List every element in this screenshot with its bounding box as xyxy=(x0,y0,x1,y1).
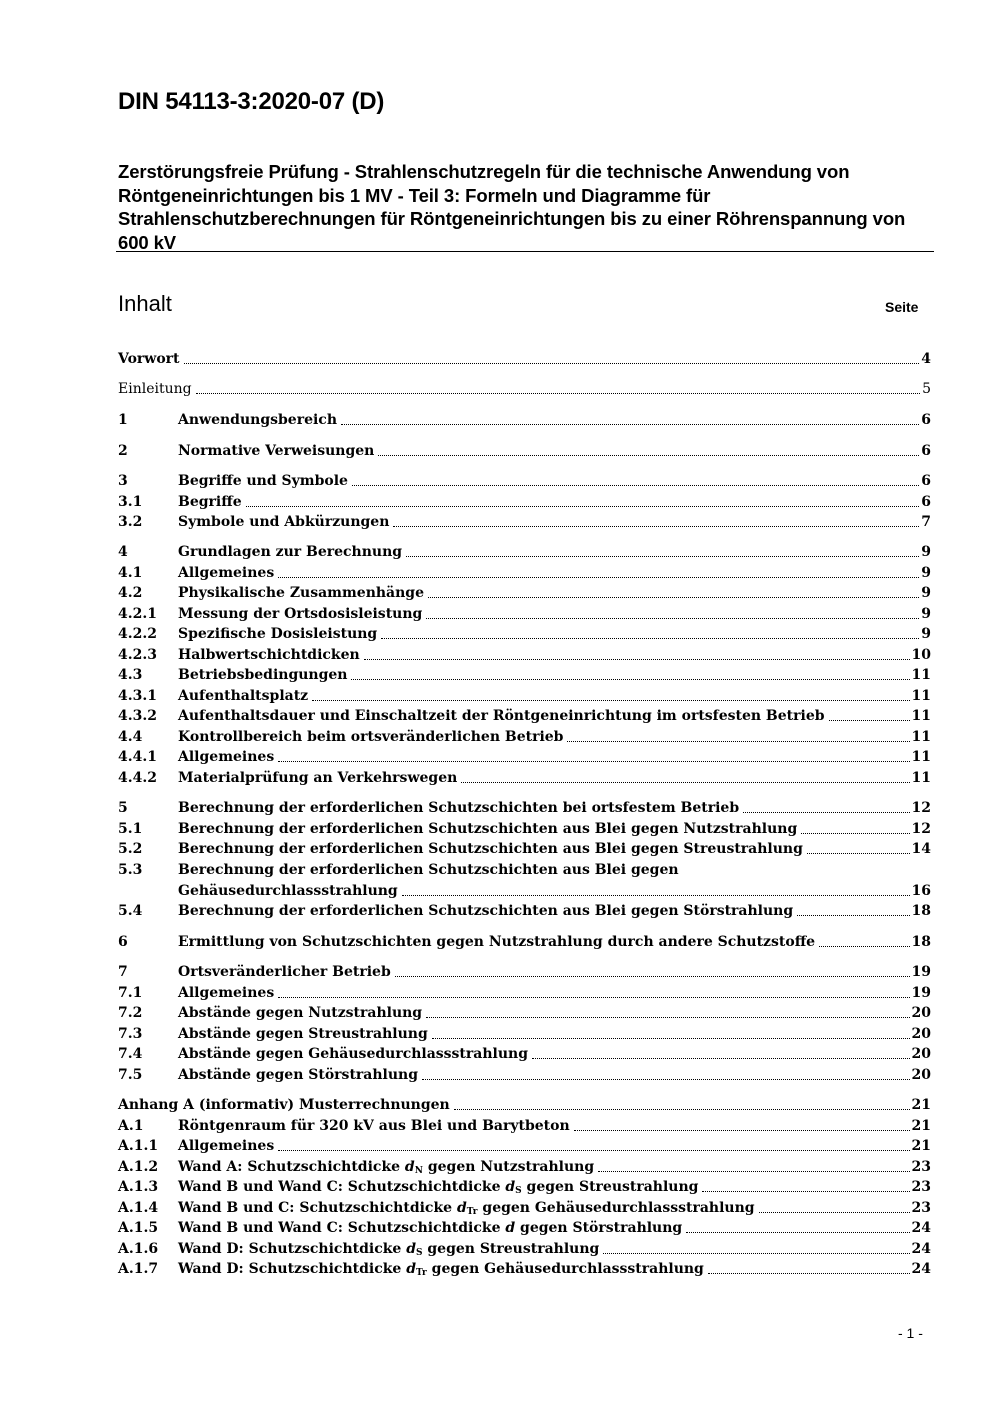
toc-entry-number: 4.2.2 xyxy=(118,626,157,642)
toc-entry-number: 7 xyxy=(118,964,128,980)
toc-entry[interactable] xyxy=(118,983,931,1003)
toc-dot-leader xyxy=(378,444,919,458)
toc-entry-page: 11 xyxy=(911,749,931,765)
toc-entry-title: Berechnung der erforderlichen Schutzschichten aus Blei gegen Streustrahlung xyxy=(178,841,803,857)
toc-entry-title: Begriffe und Symbole xyxy=(178,473,348,489)
toc-entry-title: Allgemeines xyxy=(178,749,275,765)
toc-entry-number: 5 xyxy=(118,800,128,816)
toc-dot-leader xyxy=(352,474,919,488)
toc-entry-title: Berechnung der erforderlichen Schutzschichten aus Blei gegen xyxy=(178,862,679,878)
toc-entry-title: Anwendungsbereich xyxy=(178,412,337,428)
toc-entry[interactable] xyxy=(118,1065,931,1085)
toc-entry[interactable] xyxy=(118,1239,931,1259)
toc-dot-leader xyxy=(603,1242,909,1256)
toc-dot-leader xyxy=(364,648,910,662)
toc-dot-leader xyxy=(393,515,919,529)
toc-entry-number: 4.2.3 xyxy=(118,647,157,663)
toc-title-variable: d xyxy=(406,1261,416,1277)
toc-entry[interactable] xyxy=(118,962,931,982)
toc-entry-page: 14 xyxy=(911,841,931,857)
toc-entry[interactable] xyxy=(118,665,931,685)
toc-entry-title: Abstände gegen Gehäusedurchlassstrahlung xyxy=(178,1046,528,1062)
toc-entry-number: Anhang A (informativ) Musterrechnungen xyxy=(118,1097,450,1113)
toc-entry-title: Ermittlung von Schutzschichten gegen Nutzstrahlung durch andere Schutzstoffe xyxy=(178,934,816,950)
toc-entry-number: 5.3 xyxy=(118,862,143,878)
toc-entry[interactable] xyxy=(118,881,931,901)
toc-title-part: Wand B und C: Schutzschichtdicke xyxy=(178,1200,457,1216)
toc-entry-page: 11 xyxy=(911,708,931,724)
toc-entry-page: 21 xyxy=(911,1118,931,1134)
toc-entry-number: A.1.2 xyxy=(118,1159,159,1175)
toc-entry-title: Messung der Ortsdosisleistung xyxy=(178,606,423,622)
toc-entry-title: Berechnung der erforderlichen Schutzschichten bei ortsfestem Betrieb xyxy=(178,800,740,816)
toc-entry-title: Berechnung der erforderlichen Schutzschichten aus Blei gegen Nutzstrahlung xyxy=(178,821,798,837)
toc-dot-leader xyxy=(402,884,910,898)
toc-entry[interactable] xyxy=(118,410,931,430)
toc-entry-page: 21 xyxy=(911,1138,931,1154)
toc-entry[interactable] xyxy=(118,798,931,818)
toc-entry-page: 18 xyxy=(911,934,931,950)
toc-entry-number: 3.2 xyxy=(118,514,143,530)
toc-entry-number: 5.1 xyxy=(118,821,143,837)
toc-entry-number: 1 xyxy=(118,412,128,428)
toc-dot-leader xyxy=(278,566,919,580)
toc-entry[interactable] xyxy=(118,563,931,583)
toc-entry-page: 20 xyxy=(911,1067,931,1083)
toc-entry-page: 19 xyxy=(911,985,931,1001)
toc-entry-number: A.1.6 xyxy=(118,1241,159,1257)
toc-dot-leader xyxy=(312,689,909,703)
toc-entry-title: Begriffe xyxy=(178,494,242,510)
toc-dot-leader xyxy=(341,413,919,427)
toc-entry[interactable] xyxy=(118,624,931,644)
toc-dot-leader xyxy=(196,382,921,396)
toc-entry-page: 5 xyxy=(922,381,931,397)
toc-entry[interactable] xyxy=(118,604,931,624)
toc-entry-number: 7.1 xyxy=(118,985,143,1001)
toc-entry-page: 9 xyxy=(921,626,931,642)
toc-entry[interactable] xyxy=(118,1116,931,1136)
toc-dot-leader xyxy=(807,842,910,856)
toc-title-part: gegen Gehäusedurchlassstrahlung xyxy=(477,1200,755,1216)
toc-entry-title: Spezifische Dosisleistung xyxy=(178,626,378,642)
toc-entry-page: 6 xyxy=(921,473,931,489)
toc-dot-leader xyxy=(246,495,920,509)
toc-title-variable: d xyxy=(505,1220,516,1236)
toc-entry-number: 5.2 xyxy=(118,841,143,857)
toc-entry[interactable] xyxy=(118,839,931,859)
toc-entry-number: 4 xyxy=(118,544,128,560)
toc-entry-number: A.1 xyxy=(118,1118,144,1134)
toc-entry[interactable] xyxy=(118,1095,931,1115)
toc-entry-title: Röntgenraum für 320 kV aus Blei und Barytbeton xyxy=(178,1118,570,1134)
toc-dot-leader xyxy=(278,750,909,764)
toc-dot-leader xyxy=(461,771,909,785)
toc-entry-page: 24 xyxy=(911,1220,931,1236)
toc-title-subscript: S xyxy=(515,1186,522,1196)
toc-title-part: Wand D: Schutzschichtdicke xyxy=(178,1261,407,1277)
toc-dot-leader xyxy=(278,1139,909,1153)
toc-entry-number: 4.1 xyxy=(118,565,143,581)
toc-entry-page: 9 xyxy=(921,544,931,560)
toc-entry-page: 23 xyxy=(911,1179,931,1195)
toc-entry-number: 4.2 xyxy=(118,585,143,601)
toc-title-subscript: Tr xyxy=(466,1207,478,1217)
toc-title-variable: d xyxy=(404,1159,415,1175)
toc-title-part: gegen Streustrahlung xyxy=(422,1241,600,1257)
toc-entry-number: 7.3 xyxy=(118,1026,143,1042)
toc-entry-title: Gehäusedurchlassstrahlung xyxy=(178,883,398,899)
toc-entry[interactable] xyxy=(118,819,931,839)
toc-entry-title: Ortsveränderlicher Betrieb xyxy=(178,964,391,980)
toc-dot-leader xyxy=(743,801,909,815)
toc-entry-number: 7.5 xyxy=(118,1067,143,1083)
toc-entry-page: 19 xyxy=(911,964,931,980)
toc-entry-page: 11 xyxy=(911,688,931,704)
toc-entry[interactable] xyxy=(118,492,931,512)
toc-entry-page: 9 xyxy=(921,585,931,601)
toc-entry-title xyxy=(178,1239,599,1259)
toc-dot-leader xyxy=(702,1180,909,1194)
toc-entry-page: 24 xyxy=(911,1241,931,1257)
toc-entry-number: 4.4.1 xyxy=(118,749,157,765)
toc-entry-title: Aufenthaltsplatz xyxy=(178,688,309,704)
toc-title-part: gegen Störstrahlung xyxy=(515,1220,683,1236)
toc-entry-page: 20 xyxy=(911,1005,931,1021)
toc-title-subscript: N xyxy=(414,1166,423,1176)
toc-entry[interactable] xyxy=(118,747,931,767)
toc-dot-leader xyxy=(426,607,919,621)
toc-title-part: gegen Gehäusedurchlassstrahlung xyxy=(426,1261,704,1277)
toc-dot-leader xyxy=(351,668,909,682)
toc-entry-number: 6 xyxy=(118,934,128,950)
toc-entry-number: 4.3.2 xyxy=(118,708,157,724)
toc-entry-page: 21 xyxy=(911,1097,931,1113)
toc-entry-page: 6 xyxy=(921,443,931,459)
toc-title-variable: d xyxy=(456,1200,467,1216)
toc-entry-title xyxy=(178,1198,755,1218)
toc-entry[interactable] xyxy=(118,768,931,788)
toc-entry-title xyxy=(178,1218,682,1238)
toc-entry-title: Berechnung der erforderlichen Schutzschichten aus Blei gegen Störstrahlung xyxy=(178,903,794,919)
toc-entry[interactable] xyxy=(118,1218,931,1238)
toc-entry[interactable] xyxy=(118,1177,931,1197)
toc-title-variable: d xyxy=(505,1179,516,1195)
toc-title-part: gegen Nutzstrahlung xyxy=(422,1159,595,1175)
toc-dot-leader xyxy=(829,709,910,723)
toc-dot-leader xyxy=(686,1221,909,1235)
toc-entry-title: Symbole und Abkürzungen xyxy=(178,514,390,530)
toc-entry[interactable] xyxy=(118,1157,931,1177)
toc-entry-title: Betriebsbedingungen xyxy=(178,667,348,683)
toc-entry-number: 3.1 xyxy=(118,494,143,510)
toc-entry[interactable] xyxy=(118,349,931,369)
toc-heading: Inhalt xyxy=(118,291,172,316)
toc-entry-page: 11 xyxy=(911,770,931,786)
toc-entry-page: 12 xyxy=(911,800,931,816)
toc-entry-title xyxy=(178,1177,698,1197)
toc-entry-number: 5.4 xyxy=(118,903,143,919)
toc-entry-title: Grundlagen zur Berechnung xyxy=(178,544,403,560)
toc-title-part: Wand D: Schutzschichtdicke xyxy=(178,1241,407,1257)
toc-entry-page: 4 xyxy=(921,351,931,367)
toc-entry-number: 7.2 xyxy=(118,1005,143,1021)
toc-entry[interactable] xyxy=(118,1044,931,1064)
toc-entry[interactable] xyxy=(118,1198,931,1218)
toc-dot-leader xyxy=(395,965,910,979)
toc-dot-leader xyxy=(381,627,919,641)
page-column-label: Seite xyxy=(885,299,919,315)
toc-entry-title: Materialprüfung an Verkehrswegen xyxy=(178,770,458,786)
toc-entry-number: A.1.7 xyxy=(118,1261,159,1277)
toc-dot-leader xyxy=(428,586,919,600)
toc-entry-page: 20 xyxy=(911,1026,931,1042)
toc-entry-page: 9 xyxy=(921,565,931,581)
toc-entry-number: 4.4.2 xyxy=(118,770,157,786)
toc-entry-title: Allgemeines xyxy=(178,985,275,1001)
toc-title-subscript: S xyxy=(416,1248,423,1258)
toc-entry[interactable] xyxy=(118,1136,931,1156)
toc-entry-number: A.1.1 xyxy=(118,1138,159,1154)
toc-dot-leader xyxy=(819,935,909,949)
toc-entry-number: 4.2.1 xyxy=(118,606,157,622)
toc-title-variable: d xyxy=(406,1241,416,1257)
toc-entry-number: Vorwort xyxy=(118,351,180,367)
toc-entry-page: 23 xyxy=(911,1200,931,1216)
toc-entry-title: Allgemeines xyxy=(178,1138,275,1154)
page-number-footer: - 1 - xyxy=(898,1325,923,1341)
toc-dot-leader xyxy=(797,904,909,918)
toc-dot-leader xyxy=(454,1098,910,1112)
toc-entry-title xyxy=(178,1259,704,1279)
toc-entry-number: Einleitung xyxy=(118,381,192,397)
toc-entry[interactable] xyxy=(118,645,931,665)
toc-entry[interactable] xyxy=(118,471,931,491)
toc-dot-leader xyxy=(598,1160,909,1174)
toc-entry[interactable] xyxy=(118,379,931,399)
toc-dot-leader xyxy=(801,822,909,836)
toc-entry-number: A.1.4 xyxy=(118,1200,159,1216)
toc-title-part: Wand A: Schutzschichtdicke xyxy=(178,1159,405,1175)
toc-title-part: Wand B und Wand C: Schutzschichtdicke xyxy=(178,1220,506,1236)
toc-dot-leader xyxy=(422,1068,910,1082)
toc-entry[interactable] xyxy=(118,860,931,880)
toc-entry-page: 7 xyxy=(921,514,931,530)
toc-entry[interactable] xyxy=(118,1259,931,1279)
toc-entry-page: 6 xyxy=(921,412,931,428)
toc-entry[interactable] xyxy=(118,686,931,706)
toc-entry-title: Halbwertschichtdicken xyxy=(178,647,360,663)
toc-dot-leader xyxy=(759,1201,910,1215)
toc-dot-leader xyxy=(426,1006,909,1020)
toc-entry-title: Allgemeines xyxy=(178,565,275,581)
toc-dot-leader xyxy=(708,1262,910,1276)
toc-dot-leader xyxy=(406,545,919,559)
toc-entry-page: 11 xyxy=(911,667,931,683)
toc-entry[interactable] xyxy=(118,727,931,747)
toc-entry[interactable] xyxy=(118,512,931,532)
toc-title-subscript: Tr xyxy=(416,1268,427,1278)
toc-entry[interactable] xyxy=(118,542,931,562)
toc-entry-title: Kontrollbereich beim ortsveränderlichen Betrieb xyxy=(178,729,564,745)
toc-dot-leader xyxy=(278,986,909,1000)
toc-dot-leader xyxy=(184,352,920,366)
title-divider xyxy=(116,251,934,252)
document-title: Zerstörungsfreie Prüfung - Strahlenschutzregeln für die technische Anwendung von Röntgeneinrichtungen bis 1 MV - Teil 3: Formeln und Diagramme für Strahlenschutzberechnungen für Röntgeneinrichtungen bis zu einer Röhrenspannung von 600 kV xyxy=(118,161,906,253)
toc-dot-leader xyxy=(432,1027,910,1041)
toc-entry-title: Normative Verweisungen xyxy=(178,443,375,459)
toc-entry-title: Physikalische Zusammenhänge xyxy=(178,585,425,601)
toc-entry-page: 18 xyxy=(911,903,931,919)
toc-entry-number: 4.3.1 xyxy=(118,688,157,704)
toc-entry-number: A.1.3 xyxy=(118,1179,159,1195)
toc-dot-leader xyxy=(567,730,909,744)
toc-entry[interactable] xyxy=(118,441,931,461)
toc-entry[interactable] xyxy=(118,932,931,952)
toc-entry-number: 2 xyxy=(118,443,128,459)
toc-entry[interactable] xyxy=(118,901,931,921)
toc-entry-title xyxy=(178,1157,594,1177)
toc-entry-number: A.1.5 xyxy=(118,1220,159,1236)
toc-entry-number: 3 xyxy=(118,473,128,489)
toc-entry-title: Abstände gegen Streustrahlung xyxy=(178,1026,428,1042)
document-number: DIN 54113-3:2020-07 (D) xyxy=(118,88,385,115)
toc-entry-number: 4.4 xyxy=(118,729,143,745)
toc-entry-page: 6 xyxy=(921,494,931,510)
toc-title-part: Wand B und Wand C: Schutzschichtdicke xyxy=(178,1179,506,1195)
toc-entry-page: 16 xyxy=(911,883,931,899)
toc-entry-page: 11 xyxy=(911,729,931,745)
toc-title-part: gegen Streustrahlung xyxy=(521,1179,699,1195)
toc-dot-leader xyxy=(574,1119,910,1133)
toc-entry[interactable] xyxy=(118,583,931,603)
toc-entry-title: Abstände gegen Nutzstrahlung xyxy=(178,1005,423,1021)
toc-entry-number: 7.4 xyxy=(118,1046,143,1062)
toc-entry[interactable] xyxy=(118,706,931,726)
toc-entry-page: 12 xyxy=(911,821,931,837)
toc-entry-number: 4.3 xyxy=(118,667,143,683)
toc-dot-leader xyxy=(532,1047,910,1061)
toc-entry-title: Abstände gegen Störstrahlung xyxy=(178,1067,418,1083)
toc-entry-page: 20 xyxy=(911,1046,931,1062)
toc-entry-page: 23 xyxy=(911,1159,931,1175)
toc-entry-page: 24 xyxy=(911,1261,931,1277)
toc-entry[interactable] xyxy=(118,1024,931,1044)
toc-entry-page: 10 xyxy=(911,647,931,663)
toc-entry[interactable] xyxy=(118,1003,931,1023)
toc-entry-title: Aufenthaltsdauer und Einschaltzeit der Röntgeneinrichtung im ortsfesten Betrieb xyxy=(178,708,825,724)
toc-entry-page: 9 xyxy=(921,606,931,622)
